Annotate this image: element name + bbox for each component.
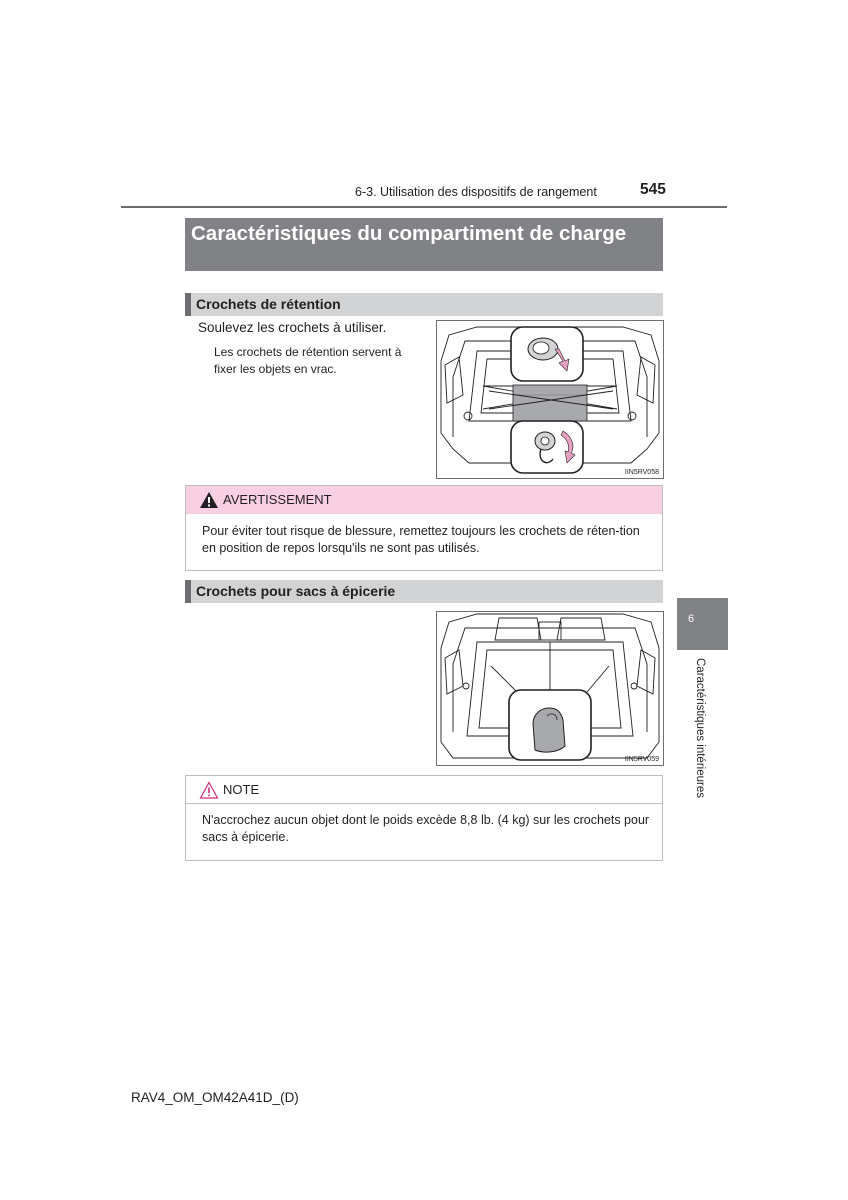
chapter-tab bbox=[677, 598, 728, 650]
warning-label: AVERTISSEMENT bbox=[223, 492, 332, 507]
chapter-label-text: Caractéristiques intérieures bbox=[694, 658, 706, 798]
note-text: N'accrochez aucun objet dont le poids excède 8,8 lb. (4 kg) sur les crochets pour sacs à épicerie. bbox=[202, 813, 650, 844]
section-heading-retention-hooks bbox=[185, 293, 663, 316]
cargo-illustration-grocery bbox=[437, 612, 663, 765]
section-heading-text: Crochets de rétention bbox=[196, 296, 341, 312]
figure-code: IIN5RV059 bbox=[624, 756, 659, 763]
step-instruction: Soulevez les crochets à utiliser. bbox=[198, 320, 387, 335]
chapter-label-vertical bbox=[692, 658, 706, 818]
caution-triangle-icon bbox=[199, 781, 219, 799]
section-heading-bar bbox=[185, 580, 191, 603]
chapter-number: 6 bbox=[688, 613, 695, 625]
title-banner bbox=[185, 218, 663, 271]
page-title: Caractéristiques du compartiment de charge bbox=[191, 222, 627, 245]
figure-grocery-hooks bbox=[436, 611, 664, 766]
warning-triangle-icon bbox=[199, 491, 219, 509]
warning-header bbox=[186, 486, 662, 514]
note-header bbox=[186, 776, 662, 804]
footer-doc-code: RAV4_OM_OM42A41D_(D) bbox=[131, 1090, 299, 1105]
section-heading-grocery-hooks bbox=[185, 580, 663, 603]
note-label: NOTE bbox=[223, 782, 260, 797]
header-rule bbox=[121, 206, 727, 208]
cargo-illustration-retention bbox=[437, 321, 663, 478]
figure-code: IIN5RV058 bbox=[624, 469, 659, 476]
note-box bbox=[185, 775, 663, 861]
step-description: Les crochets de rétention servent à fixer les objets en vrac. bbox=[214, 345, 402, 376]
warning-box bbox=[185, 485, 663, 571]
page-number: 545 bbox=[640, 181, 666, 198]
running-header-section: 6-3. Utilisation des dispositifs de rangement bbox=[355, 185, 597, 199]
section-heading-text: Crochets pour sacs à épicerie bbox=[196, 583, 396, 599]
section-heading-bar bbox=[185, 293, 191, 316]
figure-retention-hooks bbox=[436, 320, 664, 479]
warning-text: Pour éviter tout risque de blessure, remettez toujours les crochets de réten-tion en position de repos lorsqu'ils ne sont pas utilisés. bbox=[202, 524, 640, 555]
